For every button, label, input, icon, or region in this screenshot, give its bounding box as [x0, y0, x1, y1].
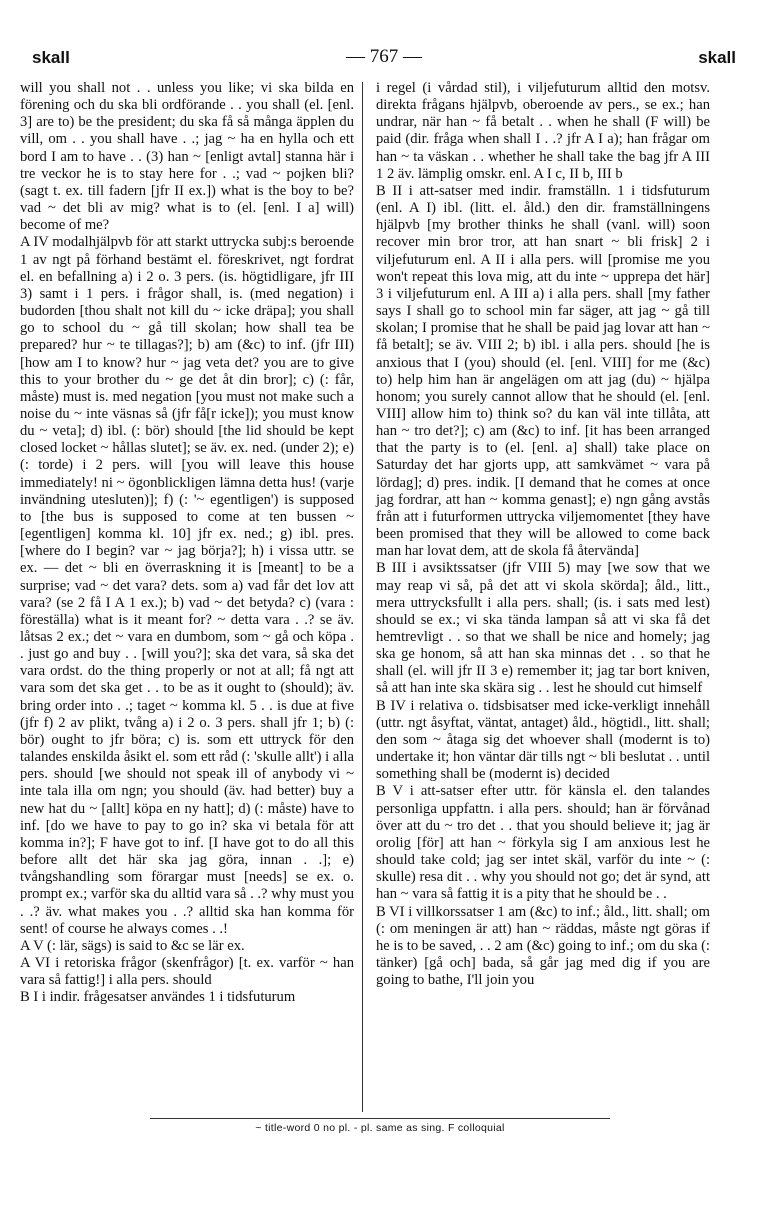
- page-header: [32, 48, 736, 74]
- entry-paragraph: will you shall not . . unless you like; vi ska bilda en förening och du ska bli ordförande . . you shall (el. [enl. 3] are to) be the president; du ska få så många äpplen du vill, om . . you shall have . .; jag ~ ha en hylla och ett bord I am to have . . (3) han ~ [enligt avtal] stanna här i tre veckor he is to stay here for . .; vad ~ pojken bli? (sagt t. ex. till fadern [jfr II ex.]) what is the boy to be? vad ~ det bli av mig? what is to (el. [enl. I a] will) become of me?: [20, 80, 354, 234]
- entry-paragraph: B IV i relativa o. tidsbisatser med icke-verkligt innehåll (uttr. ngt åsyftat, väntat, antaget) åld., högtidl., litt. shall; den som ~ åtaga sig det whoever shall (modernt is to) undertake it; hon väntar där tills ngt ~ bli beslutat . . until something shall be (modernt is) decided: [376, 697, 710, 783]
- entry-paragraph: B I i indir. frågesatser användes 1 i tidsfuturum: [20, 989, 296, 1006]
- entry-paragraph: B V i att-satser efter uttr. för känsla el. den talandes personliga uppfattn. i alla pers. should; han är förvånad över att du ~ tro det . . that you should believe it; jag är orolig [för] att han ~ förkyla sig I am anxious lest he should take cold; jag ser intet skäl, varför du inte ~ (: skulle) resa dit . . why you should not go; det är synd, att han ~ vara så fattig it is a pity that he should be . .: [376, 783, 710, 903]
- entry-paragraph: A IV modalhjälpvb för att starkt uttrycka subj:s beroende 1 av ngt på förhand bestämt el. föreskrivet, ngt fordrat el. en befallning a) i 2 o. 3 pers. (is. högtidligare, jfr III 3) samt i 1 pers. i frågor shall, is. (med negation) i budorden [thou shalt not kill du ~ icke dräpa]; you shall go to school du ~ gå till skolan; how shall tea be prepared? hur ~ te tillagas?]; b) am (&c) to inf. (jfr III) [how am I to know? hur ~ jag veta det? you are to give this to your brother du ~ ge det åt din bror]; c) (: får, måste) must is. med negation [you must not make such a noise du ~ inte väsnas så (jfr få[r icke]); you must know du ~ veta]; d) ibl. (: bör) should [the lid should be kept closed locket ~ hållas slutet]; se äv. ex. ned. (under 2); e) (: torde) i 2 pers. will [you will leave this house immediately! ni ~ ögonblickligen lämna detta hus! (varje invändning utesluten)]; f) (: '~ egentligen') is supposed to [the bus is supposed to come at ten bussen ~ [egentligen] komma kl. 10] jfr ex. ned.; g) ibl. pres. [where do I begin? var ~ jag börja?]; h) i vissa uttr. se ex. — det ~ bli en överraskning it is [meant] to be a surprise; vad ~ det vara? dets. som a) vad får det lov att vara? (se 2 få I A 1 ex.); b) vad ~ det betyda? c) (vara : föreställa) what is it meant for? ~ detta vara . .? se äv. låtsas 2 ex.; det ~ vara en dumbom, som ~ gå och köpa . . just go and buy . . [will you?]; ska det vara, så ska det vara ordst. do the thing properly or not at all; få ngt att vara som det ska get . . to be as it ought to (should); äv. bring order into . .; taget ~ komma kl. 5 . . is due at five (jfr f) 2 av plikt, tvång a) i 2 o. 3 pers. shall jfr 1; b) (: bör) ought to jfr böra; c) is. som ett uttryck för den talandes enskilda åsikt el. som ett råd (: 'skulle allt') i alla pers. should [we should not speak ill of anybody vi ~ inte tala illa om ngn; you should (äv. had better) buy a new hat du ~ [allt] köpa en ny hatt]; d) (: måste) have to inf. [do we have to pay to go in? ska vi betala för att komma in?]; F have got to inf. [I have got to do all this before allt det här ska jag göra, innan . .]; e) tvångshandling som förargar must [needs] se ex. o. prompt ex.; varför ska du alltid vara så . .? why must you . .? äv. what makes you . .? alltid ska han komma för sent! of course he always comes . .!: [20, 234, 354, 937]
- entry-paragraph: A VI i retoriska frågor (skenfrågor) [t. ex. varför ~ han vara så fattig!] i alla pers. should: [20, 954, 354, 989]
- entry-paragraph: B VI i villkorssatser 1 am (&c) to inf.; åld., litt. shall; om (: om meningen är att) han ~ räddas, måste ngt göras if he is to be saved, . . 2 am (&c) going to inf.; om du ska (: tänker) [gå och] bada, så går jag med dig if you are going to bathe, I'll join you: [376, 903, 710, 989]
- footer-legend: ~ title-word 0 no pl. - pl. same as sing. F colloquial: [255, 1122, 505, 1134]
- column-divider: [362, 82, 363, 1112]
- entry-paragraph: A V (: lär, sägs) is said to &c se lär ex.: [20, 937, 245, 954]
- entry-paragraph: B II i att-satser med indir. framställn. 1 i tidsfuturum (enl. A I) ibl. (litt. el. åld.) den dir. framställningens hjälpvb [my brother thinks he shall (vanl. will) soon recover min bror tror, att han snart ~ bli frisk] 2 i viljefuturum enl. A II i alla pers. will [promise me you won't repeat this lova mig, att du inte ~ upprepa det här] 3 i viljefuturum enl. A III a) i alla pers. shall [my father says I shall go to school min far säger, att jag ~ gå till skolan; I promise that he shall be paid jag lovar att han ~ få betalt]; se äv. VIII 2; b) ibl. i alla pers. should [he is anxious that I (you) should (el. [enl. VIII] for me (&c) to) help him han är angelägen om att jag (du) ~ hjälpa honom; you surely cannot allow that he should (el. [enl. VIII] allow him to) think so? du kan väl inte tillåta, att han ~ tro det?]; c) am (&c) to inf. [it has been arranged that the party is to (el. [enl. a] shall) take place on Saturday det har gjorts upp, att samkvämet ~ vara på lördag]; d) pres. indik. [I demand that he comes at once jag fordrar, att han ~ komma genast]; e) ngn gång avstås från att i futurformen uttrycka viljemomentet [they have been promised that they will be allowed to come back man har lovat dem, att de skola få återvända]: [376, 182, 710, 560]
- footer-rule: [150, 1118, 610, 1119]
- left-column: [20, 80, 354, 1006]
- right-column: [376, 80, 710, 989]
- entry-paragraph: i regel (i vårdad stil), i viljefuturum alltid den motsv. direkta frågans hjälpvb, oberoende av pers., se ex.; han undrar, när han ~ få betalt . . when he shall (F will) be paid (dir. fråga when shall I . .? jfr A I a); han frågar om han ~ ta väskan . . whether he shall take the bag jfr A III 1 2 äv. lämplig omskr. enl. A I c, II b, III b: [376, 80, 710, 182]
- headword-left: skall: [32, 48, 70, 67]
- entry-paragraph: B III i avsiktssatser (jfr VIII 5) may [we sow that we may reap vi så, på det att vi skola skörda]; åld., litt., mera uttrycksfullt i alla pers. shall; (is. i sats med lest) should se ex.; vi ska tända lampan så att vi ska få det hemtrevligt . . so that we shall be nice and homely; jag ska ge honom, så att han ska minnas det . . so that he shall (el. will jfr II 3 e) remember it; jag tar bort kniven, så att han inte ska skära sig . . lest he should cut himself: [376, 560, 710, 697]
- page-number: — 767 —: [346, 46, 422, 67]
- headword-right: skall: [698, 48, 736, 67]
